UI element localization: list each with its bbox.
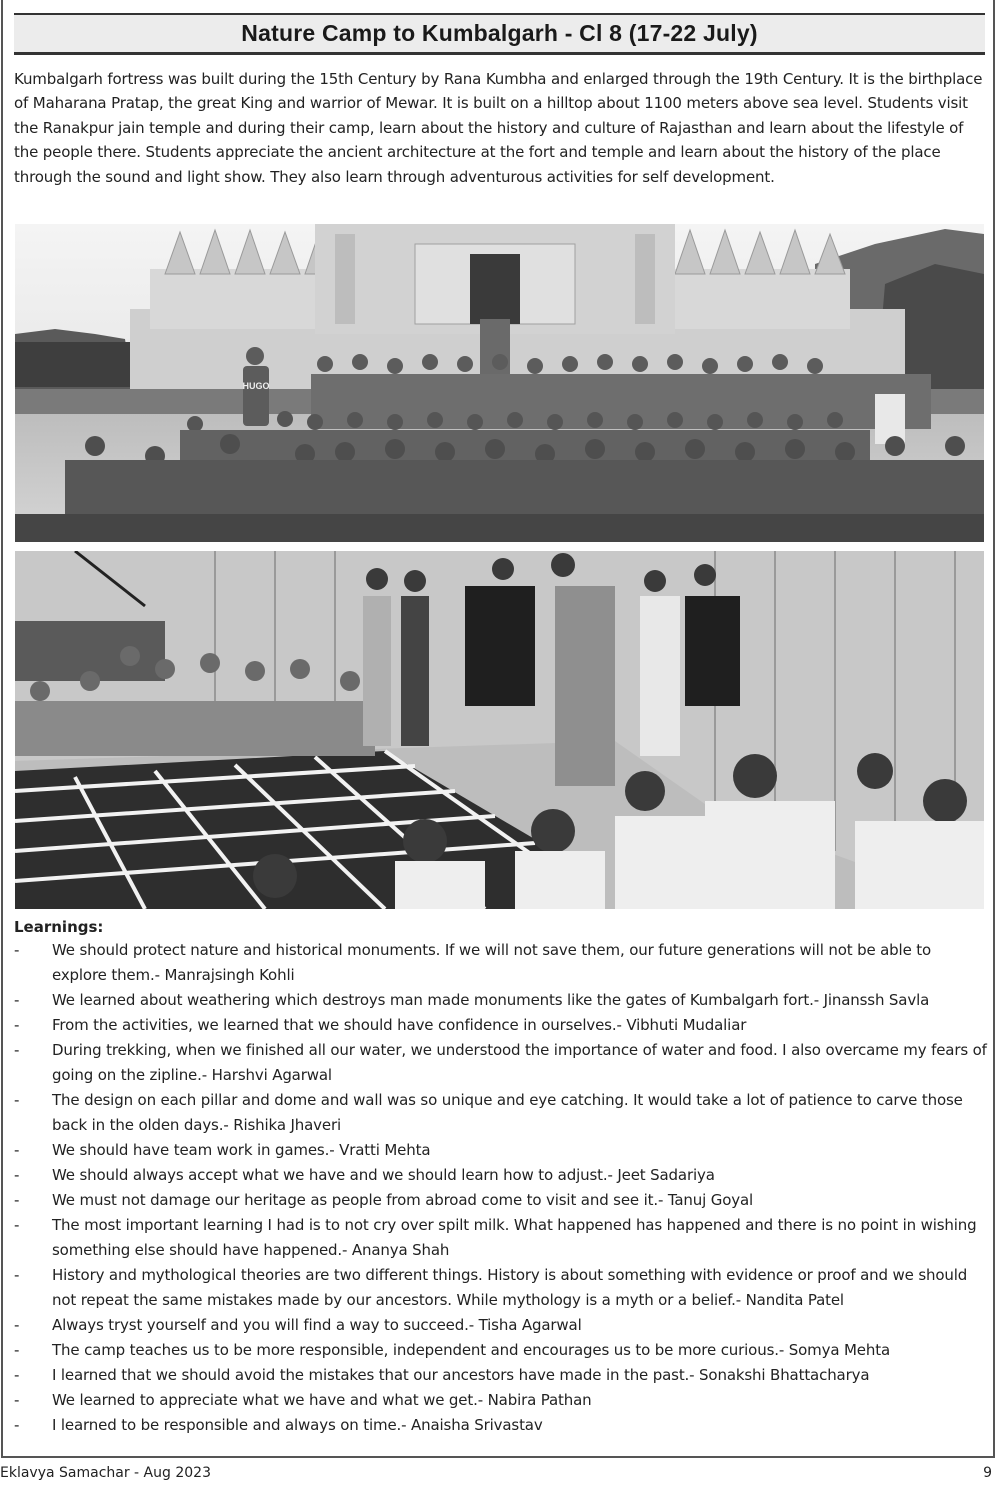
learning-text: We should always accept what we have and we should learn how to adjust.- Jeet Sadariya [52,1166,715,1184]
list-item [14,1338,989,1363]
bullet-dash: - [14,1341,20,1359]
list-item [14,1388,989,1413]
bullet-dash: - [14,941,20,959]
list-item [14,1413,989,1438]
list-item [14,938,989,988]
learning-text: We must not damage our heritage as people from abroad come to visit and see it.- Tanuj Goyal [52,1191,754,1209]
bullet-dash: - [14,1191,20,1209]
learning-text: We should protect nature and historical monuments. If we will not save them, our future generations will not be able to explore them.- Manrajsingh Kohli [52,941,932,984]
title-bar [14,13,985,55]
bullet-dash: - [14,1041,20,1059]
learning-text: From the activities, we learned that we should have confidence in ourselves.- Vibhuti Mudaliar [52,1016,747,1034]
learning-text: The most important learning I had is to not cry over spilt milk. What happened has happened and there is no point in wishing something else should have happened.- Ananya Shah [52,1216,977,1259]
list-item [14,1038,989,1088]
list-item [14,988,989,1013]
bullet-dash: - [14,1266,20,1284]
grid-activity-image [15,551,984,909]
footer-publication: Eklavya Samachar - Aug 2023 [0,1465,211,1481]
list-item [14,1138,989,1163]
learning-text: I learned to be responsible and always on time.- Anaisha Srivastav [52,1416,543,1434]
shirt-logo-text: HUGO [242,381,270,391]
learning-text: The camp teaches us to be more responsible, independent and encourages us to be more curious.- Somya Mehta [52,1341,890,1359]
learnings-section [14,916,989,1438]
list-item [14,1313,989,1338]
bullet-dash: - [14,1091,20,1109]
bullet-dash: - [14,1416,20,1434]
learning-text: The design on each pillar and dome and wall was so unique and eye catching. It would take a lot of patience to carve those back in the olden days.- Rishika Jhaveri [52,1091,963,1134]
list-item [14,1088,989,1138]
intro-paragraph: Kumbalgarh fortress was built during the 15th Century by Rana Kumbha and enlarged through the 19th Century. It is the birthplace of Maharana Pratap, the great King and warrior of Mewar. It is built on a hilltop about 1100 meters above sea level. Students visit the Ranakpur jain temple and during their camp, learn about the history and culture of Rajasthan and learn about the lifestyle of the people there. Students appreciate the ancient architecture at the fort and temple and learn about the history of the place through the sound and light show. They also learn through adventurous activities for self development. [14,70,983,186]
temple-group-image [15,224,984,542]
list-item [14,1213,989,1263]
page-title: Nature Camp to Kumbalgarh - Cl 8 (17-22 July) [241,20,758,46]
learning-text: During trekking, when we finished all our water, we understood the importance of water and food. I also overcame my fears of going on the zipline.- Harshvi Agarwal [52,1041,987,1084]
list-item [14,1363,989,1388]
bullet-dash: - [14,1391,20,1409]
list-item [14,1013,989,1038]
bullet-dash: - [14,1166,20,1184]
bullet-dash: - [14,1216,20,1234]
learning-text: Always tryst yourself and you will find a way to succeed.- Tisha Agarwal [52,1316,582,1334]
activity-photo-grid [15,551,984,909]
learnings-heading: Learnings: [14,918,104,936]
list-item [14,1263,989,1313]
footer-page-number: 9 [983,1465,992,1481]
bullet-dash: - [14,1016,20,1034]
bullet-dash: - [14,1366,20,1384]
learnings-list [14,938,989,1438]
learning-text: We should have team work in games.- Vratti Mehta [52,1141,431,1159]
list-item [14,1188,989,1213]
list-item [14,1163,989,1188]
learning-text: I learned that we should avoid the mistakes that our ancestors have made in the past.- Sonakshi Bhattacharya [52,1366,870,1384]
bullet-dash: - [14,991,20,1009]
learning-text: We learned about weathering which destroys man made monuments like the gates of Kumbalgarh fort.- Jinanssh Savla [52,991,930,1009]
group-photo-temple [15,224,984,542]
learning-text: We learned to appreciate what we have and what we get.- Nabira Pathan [52,1391,592,1409]
bullet-dash: - [14,1316,20,1334]
learning-text: History and mythological theories are two different things. History is about something with evidence or proof and we should not repeat the same mistakes made by our ancestors. While mythology is a myth or a belief.- Nandita Patel [52,1266,968,1309]
bullet-dash: - [14,1141,20,1159]
